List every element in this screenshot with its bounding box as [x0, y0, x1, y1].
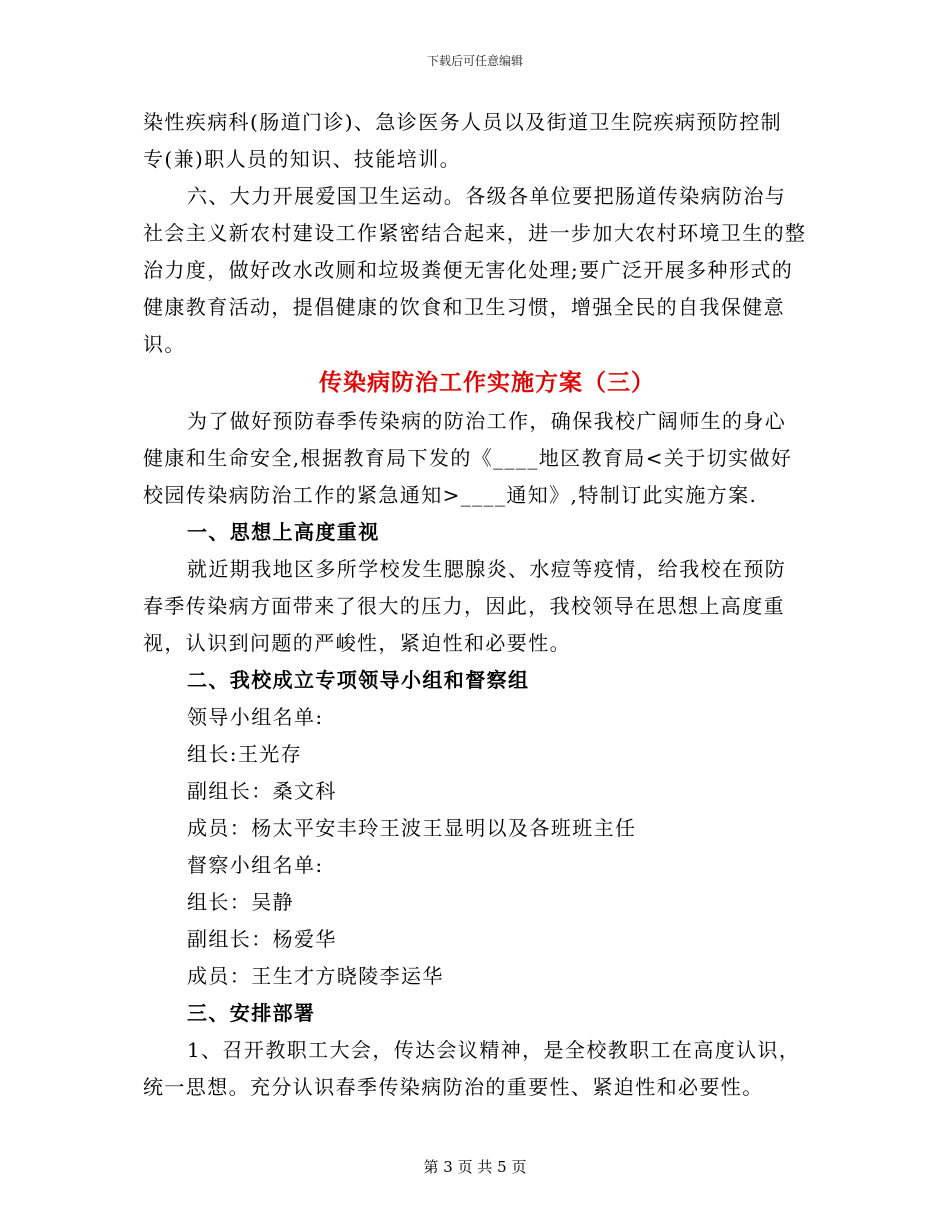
document-body	[143, 104, 807, 1106]
list-item: 副组长：桑文科	[187, 779, 337, 803]
paragraph-continued-line-2: 专(兼)职人员的知识、技能培训。	[143, 147, 462, 171]
section-heading-3: 三、安排部署	[187, 1001, 316, 1025]
page-header-note: 下载后可任意编辑	[426, 54, 523, 68]
list-item: 成员：王生才方晓陵李运华	[187, 964, 444, 988]
list-item: 成员：杨太平安丰玲王波王显明以及各班班主任	[187, 816, 637, 840]
paragraph-section-3: 1、召开教职工大会，传达会议精神，是全校教职工在高度认识，统一思想。充分认识春季传染病防治的重要性、紧迫性和必要性。	[143, 1038, 801, 1099]
list-item: 领导小组名单:	[187, 705, 324, 729]
paragraph-section-1: 就近期我地区多所学校发生腮腺炎、水痘等疫情，给我校在预防春季传染病方面带来了很大的压力，因此，我校领导在思想上高度重视，认识到问题的严峻性，紧迫性和必要性。	[143, 557, 787, 655]
section-heading-2: 二、我校成立专项领导小组和督察组	[187, 668, 530, 692]
document-title: 传染病防治工作实施方案（三）	[319, 369, 655, 396]
page-number-footer: 第 3 页 共 5 页	[423, 1158, 527, 1176]
list-item: 副组长：杨爱华	[187, 927, 337, 951]
paragraph-continued-line-1: 染性疾病科(肠道门诊)、急诊医务人员以及街道卫生院疾病预防控制	[143, 110, 783, 134]
list-item: 组长：吴静	[187, 890, 294, 914]
list-item: 组长:王光存	[187, 742, 303, 766]
paragraph-section-six: 六、大力开展爱国卫生运动。各级各单位要把肠道传染病防治与社会主义新农村建设工作紧密结合起来，进一步加大农村环境卫生的整治力度，做好改水改厕和垃圾粪便无害化处理;要广泛开展多种形式的健康教育活动，提倡健康的饮食和卫生习惯，增强全民的自我保健意识。	[143, 184, 807, 356]
section-heading-1: 一、思想上高度重视	[187, 520, 380, 544]
list-item: 督察小组名单:	[187, 853, 324, 877]
paragraph-intro: 为了做好预防春季传染病的防治工作，确保我校广阔师生的身心健康和生命安全,根据教育局下发的《____地区教育局<关于切实做好校园传染病防治工作的紧急通知>____通知》,特制订此实施方案.	[143, 409, 793, 507]
